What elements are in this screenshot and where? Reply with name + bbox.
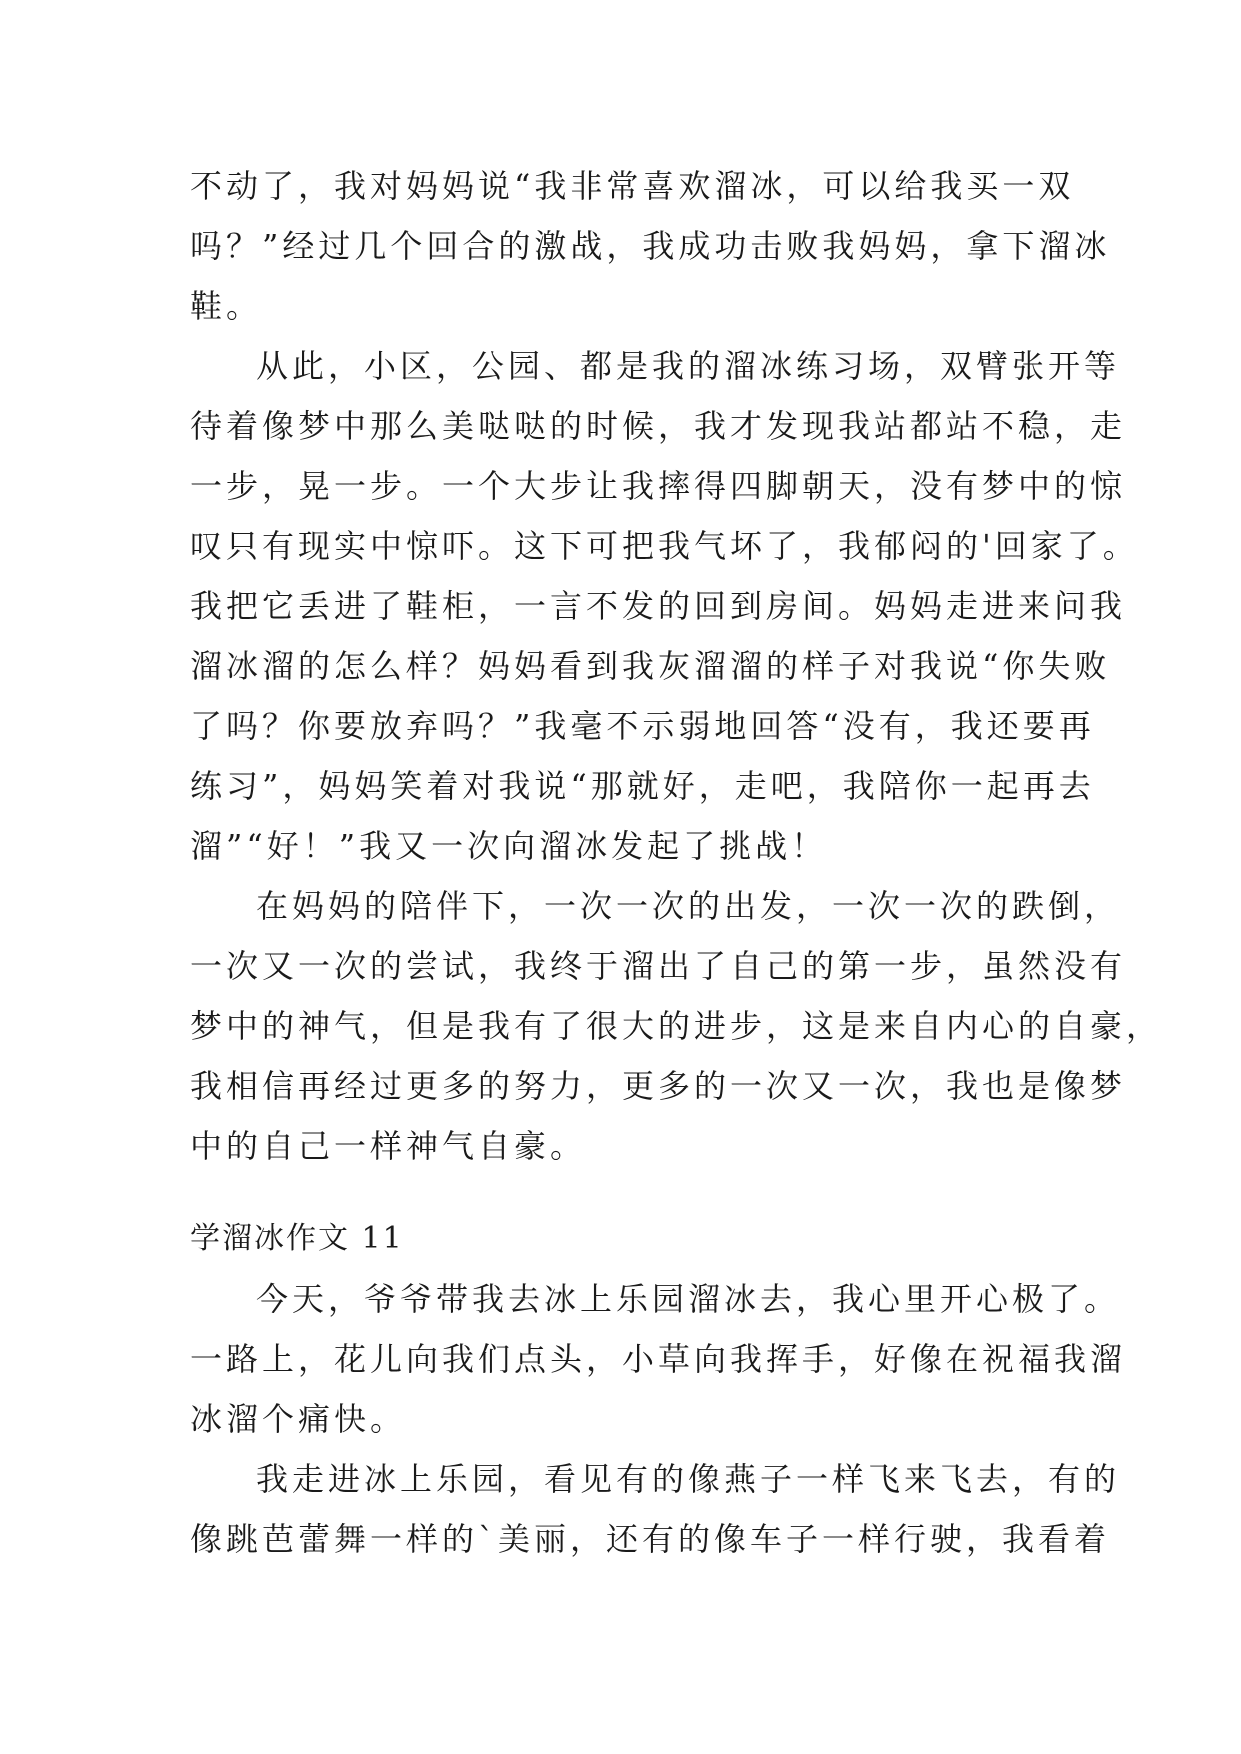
text-line: 梦中的神气，但是我有了很大的进步，这是来自内心的自豪， [190, 1007, 1163, 1045]
text-line: 像跳芭蕾舞一样的`美丽，还有的像车子一样行驶，我看着 [190, 1520, 1111, 1558]
text-line: 一次又一次的尝试，我终于溜出了自己的第一步，虽然没有 [190, 947, 1127, 985]
paragraph-start-line: 今天，爷爷带我去冰上乐园溜冰去，我心里开心极了。 [256, 1280, 1121, 1318]
text-line: 待着像梦中那么美哒哒的时候，我才发现我站都站不稳，走 [190, 407, 1127, 445]
text-line: 我把它丢进了鞋柜，一言不发的回到房间。妈妈走进来问我 [190, 587, 1127, 625]
text-line: 吗？”经过几个回合的激战，我成功击败我妈妈，拿下溜冰 [190, 227, 1111, 265]
text-line: 了吗？你要放弃吗？”我毫不示弱地回答“没有，我还要再 [190, 707, 1095, 745]
text-line: 不动了，我对妈妈说“我非常喜欢溜冰，可以给我买一双 [190, 167, 1075, 205]
paragraph-start-line: 从此，小区，公园、都是我的溜冰练习场，双臂张开等 [256, 347, 1121, 385]
text-line: 一步，晃一步。一个大步让我摔得四脚朝天，没有梦中的惊 [190, 467, 1127, 505]
text-line: 叹只有现实中惊吓。这下可把我气坏了，我郁闷的'回家了。 [190, 527, 1139, 565]
text-line: 溜”“好！”我又一次向溜冰发起了挑战！ [190, 827, 828, 865]
text-line: 练习”，妈妈笑着对我说“那就好，走吧，我陪你一起再去 [190, 767, 1095, 805]
section-heading: 学溜冰作文 11 [190, 1221, 404, 1256]
text-line: 我相信再经过更多的努力，更多的一次又一次，我也是像梦 [190, 1067, 1127, 1105]
text-line: 鞋。 [190, 287, 263, 325]
text-line: 溜冰溜的怎么样？妈妈看到我灰溜溜的样子对我说“你失败 [190, 647, 1111, 685]
paragraph-start-line: 在妈妈的陪伴下，一次一次的出发，一次一次的跌倒， [256, 887, 1121, 925]
text-line: 冰溜个痛快。 [190, 1400, 407, 1438]
text-line: 一路上，花儿向我们点头，小草向我挥手，好像在祝福我溜 [190, 1340, 1127, 1378]
paragraph-start-line: 我走进冰上乐园，看见有的像燕子一样飞来飞去，有的 [256, 1460, 1121, 1498]
text-line: 中的自己一样神气自豪。 [190, 1127, 587, 1165]
